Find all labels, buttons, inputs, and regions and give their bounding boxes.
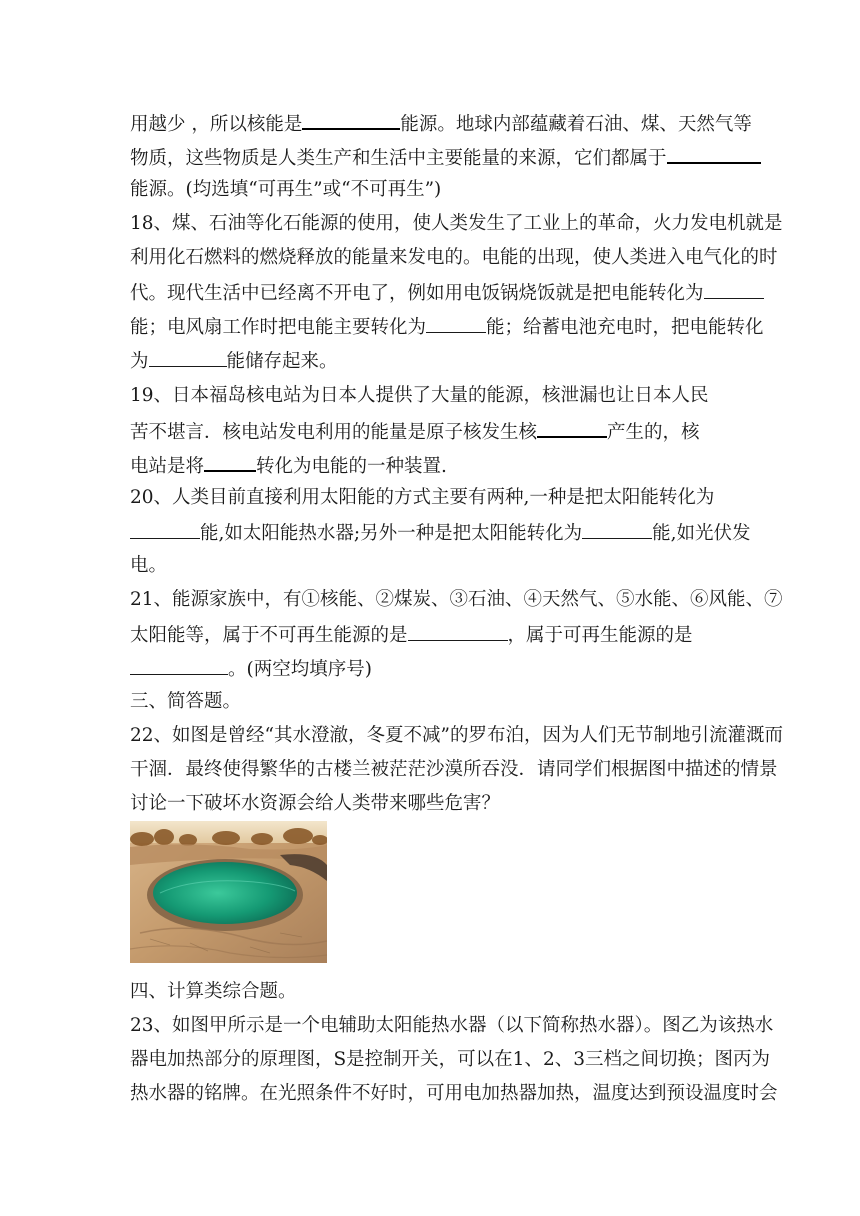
q22-line-1: 22、如图是曾经“其水澄澈，冬夏不减”的罗布泊，因为人们无节制地引流灌溉而 — [130, 725, 783, 746]
answer-blank[interactable] — [408, 622, 508, 641]
q18-line-1: 18、煤、石油等化石能源的使用，使人类发生了工业上的革命，火力发电机就是 — [130, 213, 783, 234]
q21-line-2: 太阳能等，属于不可再生能源的是 ，属于可再生能源的是 — [130, 622, 730, 648]
q23-line-3: 热水器的铭牌。在光照条件不好时，可用电加热器加热，温度达到预设温度时会 — [130, 1083, 778, 1104]
q18-line-5: 为 能储存起来。 — [130, 348, 730, 374]
q22-line-2: 干涸．最终使得繁华的古楼兰被茫茫沙漠所吞没．请同学们根据图中描述的情景 — [130, 759, 778, 780]
q20-line-2: 能,如太阳能热水器;另外一种是把太阳能转化为 能,如光伏发 — [130, 520, 730, 546]
q19-line-2: 苦不堪言．核电站发电利用的能量是原子核发生核 产生的，核 — [130, 418, 730, 445]
q23-line-2: 器电加热部分的原理图，S是控制开关，可以在1、2、3三档之间切换；图丙为 — [130, 1049, 770, 1070]
q23-line-1: 23、如图甲所示是一个电辅助太阳能热水器（以下简称热水器）。图乙为该热水 — [130, 1015, 774, 1036]
section-heading: 三、简答题。 — [130, 691, 242, 712]
q18-line-4: 能；电风扇工作时把电能主要转化为 能；给蓄电池充电时，把电能转化 — [130, 314, 730, 340]
q21-line-3: 。(两空均填序号) — [130, 656, 730, 682]
q19-line-3: 电站是将 转化为电能的一种装置. — [130, 452, 730, 479]
answer-blank[interactable] — [302, 110, 400, 130]
answer-blank[interactable] — [426, 314, 486, 333]
answer-blank[interactable] — [204, 452, 256, 472]
answer-blank[interactable] — [704, 280, 764, 299]
answer-blank[interactable] — [667, 144, 761, 164]
lop-nur-photo — [130, 821, 327, 963]
answer-blank[interactable] — [149, 348, 227, 367]
answer-blank[interactable] — [537, 418, 607, 438]
answer-blank[interactable] — [130, 520, 200, 539]
answer-blank[interactable] — [582, 520, 652, 539]
q21-line-1: 21、能源家族中，有①核能、②煤炭、③石油、④天然气、⑤水能、⑥风能、⑦ — [130, 589, 783, 610]
answer-blank[interactable] — [130, 656, 228, 675]
q22-line-3: 讨论一下破坏水资源会给人类带来哪些危害？ — [130, 793, 501, 814]
q20-line-1: 20、人类目前直接利用太阳能的方式主要有两种,一种是把太阳能转化为 — [130, 487, 715, 508]
q18-line-2: 利用化石燃料的燃烧释放的能量来发电的。电能的出现，使人类进入电气化的时 — [130, 247, 778, 268]
q17-line-1: 用越少 ，所以核能是 能源。地球内部蕴藏着石油、煤、天然气等 — [130, 110, 730, 137]
q20-line-3: 电。 — [130, 555, 168, 576]
q17-line-3: 能源。(均选填“可再生”或“不可再生”) — [130, 179, 442, 200]
q17-line-2: 物质，这些物质是人类生产和生活中主要能量的来源，它们都属于 — [130, 144, 730, 171]
section-heading: 四、计算类综合题。 — [130, 981, 297, 1002]
q19-line-1: 19、日本福岛核电站为日本人提供了大量的能源，核泄漏也让日本人民 — [130, 385, 709, 406]
q18-line-3: 代。现代生活中已经离不开电了，例如用电饭锅烧饭就是把电能转化为 — [130, 280, 730, 306]
